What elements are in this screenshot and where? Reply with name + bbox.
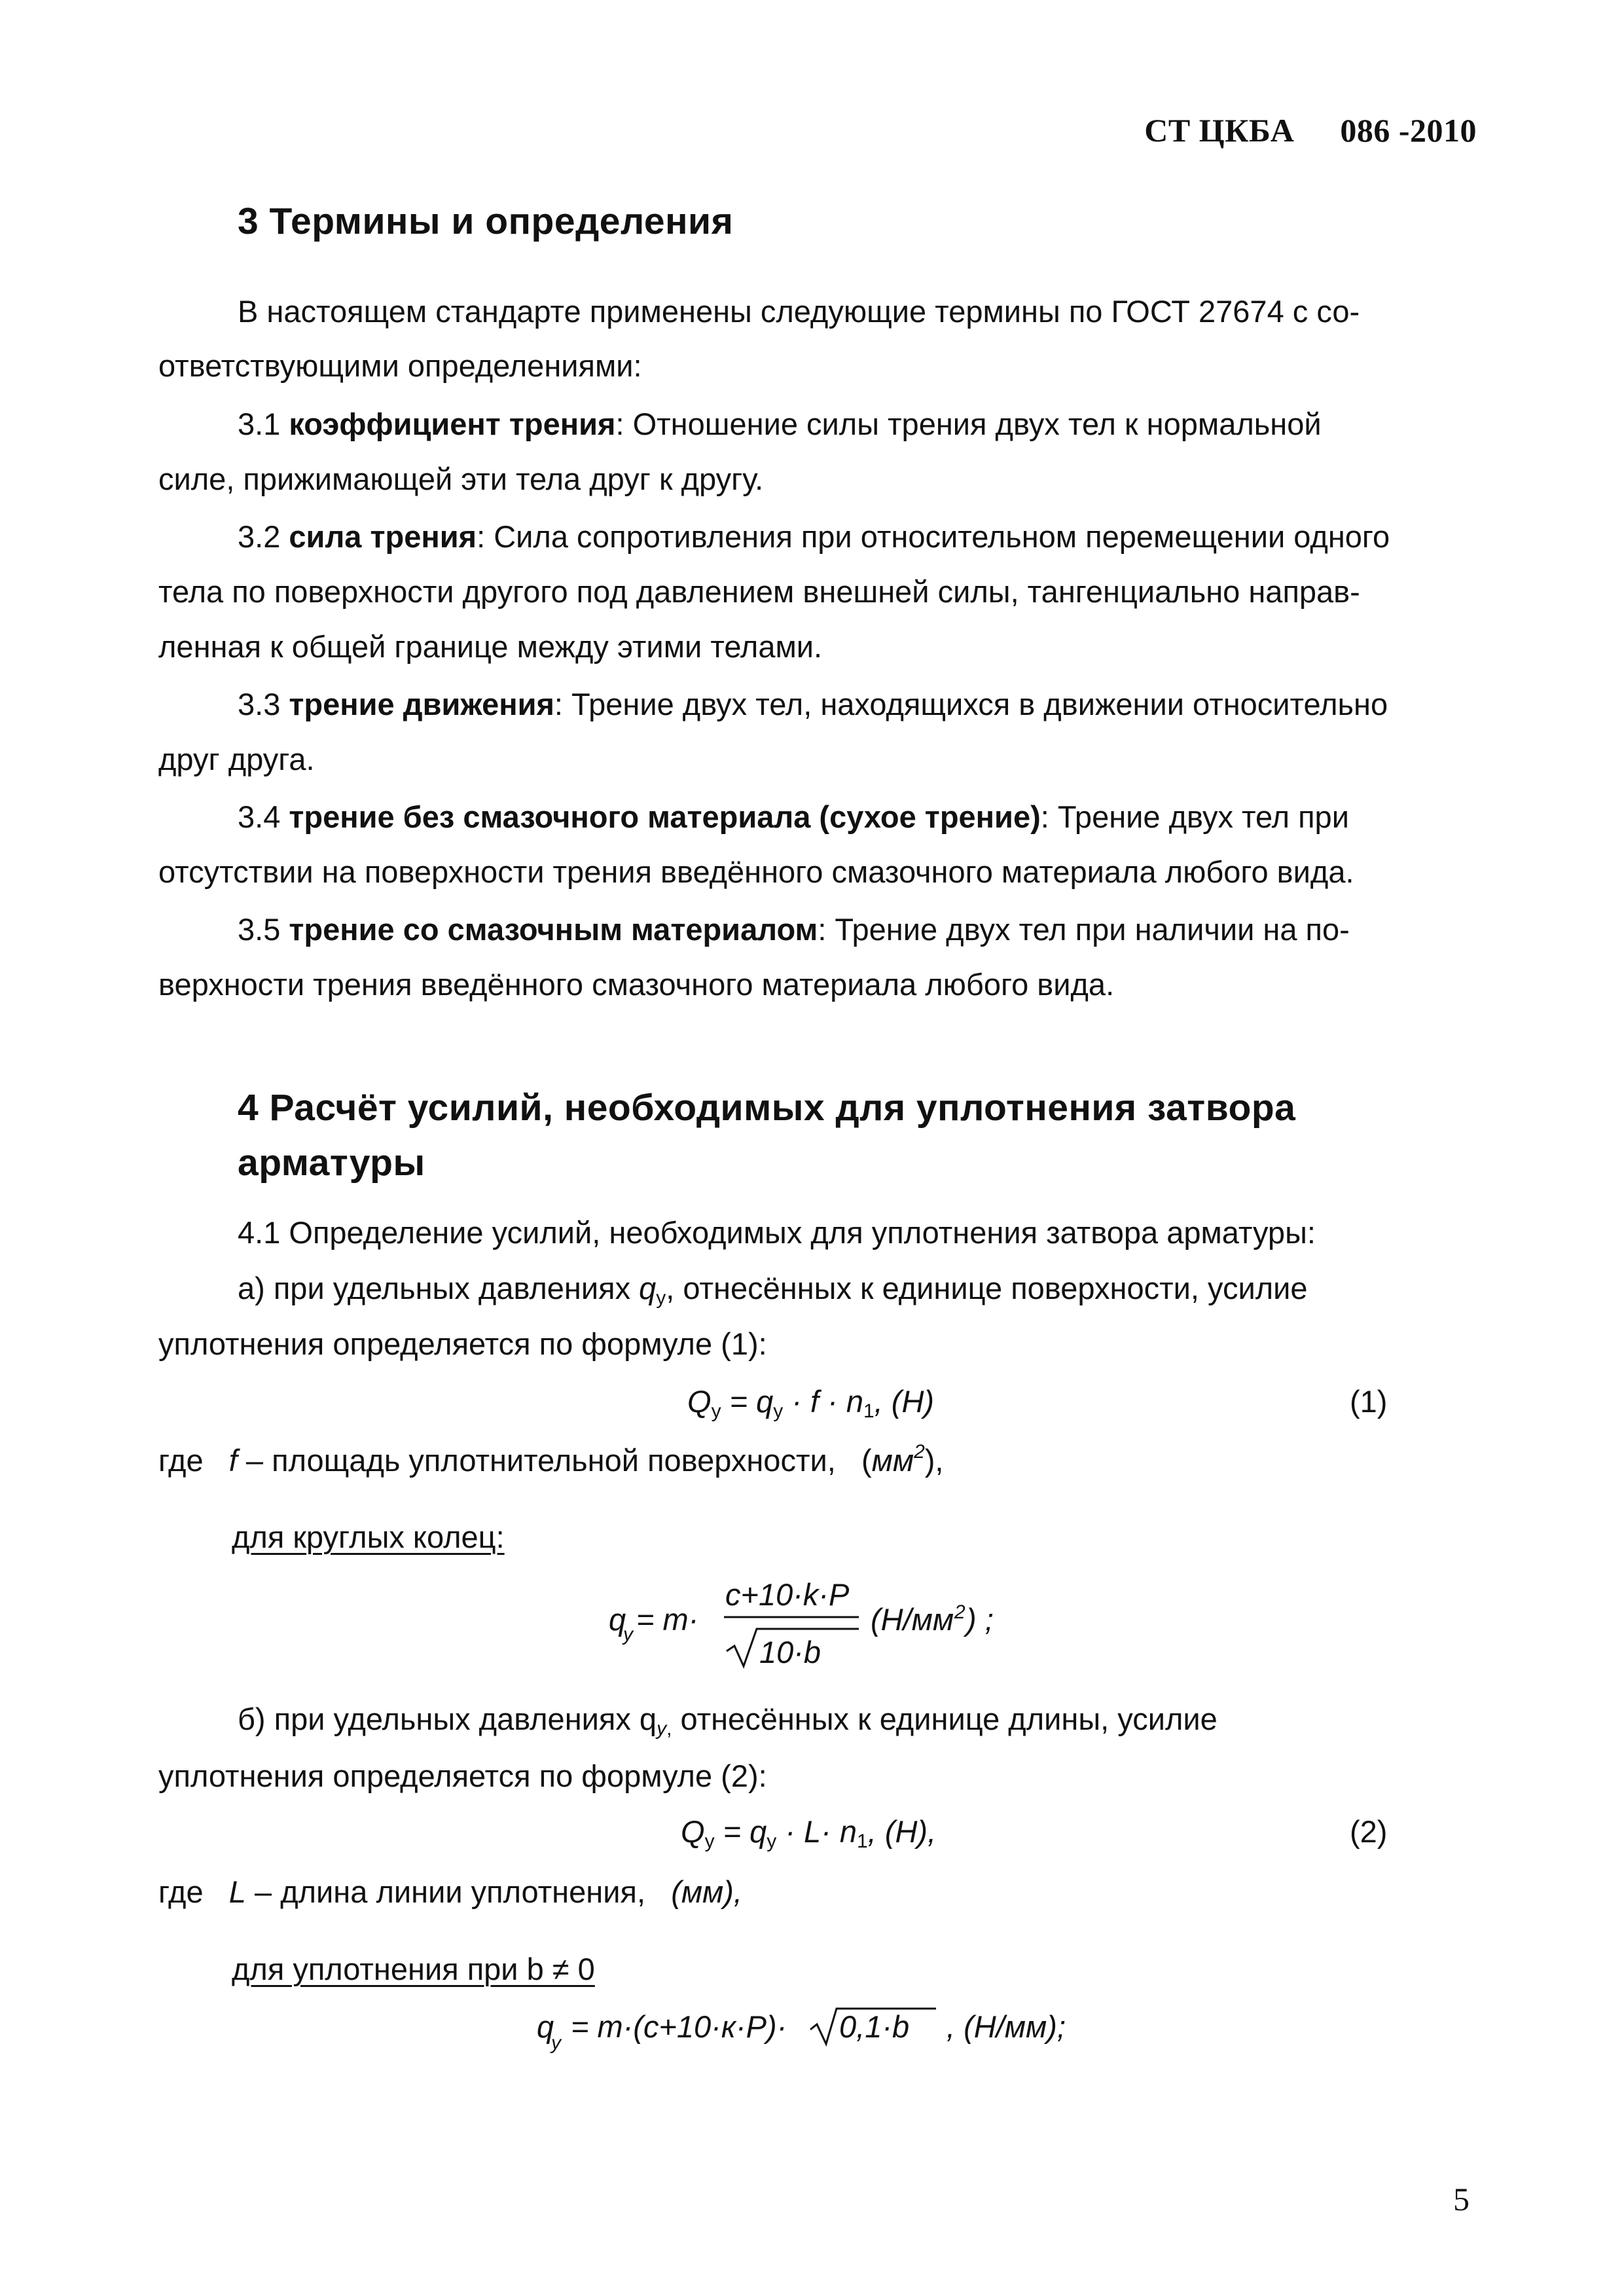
svg-text:) ;: ) ; bbox=[966, 1602, 994, 1637]
svg-text:(Н/мм: (Н/мм bbox=[871, 1602, 954, 1637]
formula-round-rings bbox=[609, 1558, 1054, 1683]
svg-text:2: 2 bbox=[954, 1601, 965, 1623]
term-name: коэффициент трения bbox=[289, 407, 616, 441]
term-name: трение без смазочного материала (сухое трение) bbox=[289, 799, 1041, 834]
seal-condition-label: для уплотнения при b ≠ 0 bbox=[232, 1952, 595, 1986]
where-l-line: где L – длина линии уплотнения, (мм), bbox=[158, 1874, 742, 1909]
formula-1-number: (1) bbox=[1350, 1384, 1388, 1419]
intro-line-1: В настоящем стандарте применены следующие термины по ГОСТ 27674 с со- bbox=[238, 294, 1360, 329]
svg-text:q: q bbox=[609, 1602, 626, 1637]
term-3-2-cont-2: ленная к общей границе между этими телами. bbox=[158, 629, 823, 664]
svg-text:10·b: 10·b bbox=[759, 1635, 821, 1669]
svg-text:= m·: = m· bbox=[636, 1602, 699, 1637]
paragraph-4-1: 4.1 Определение усилий, необходимых для уплотнения затвора арматуры: bbox=[238, 1215, 1316, 1250]
term-3-2-cont-1: тела по поверхности другого под давлением внешней силы, тангенциально направ- bbox=[158, 574, 1360, 609]
svg-text:, (H/мм);: , (H/мм); bbox=[947, 2009, 1066, 2044]
standard-code bbox=[1144, 111, 1477, 149]
svg-text:c+10·k·P: c+10·k·P bbox=[725, 1577, 850, 1612]
paragraph-b-line-2: уплотнения определяется по формуле (2): bbox=[158, 1758, 767, 1793]
term-name: трение движения bbox=[289, 687, 554, 721]
svg-text:= m·(c+10·к·P)·: = m·(c+10·к·P)· bbox=[571, 2009, 787, 2044]
term-3-3: 3.3 трение движения: Трение двух тел, находящихся в движении относительно bbox=[238, 687, 1388, 721]
svg-text:у: у bbox=[551, 2032, 561, 2054]
paragraph-a-line-2: уплотнения определяется по формуле (1): bbox=[158, 1326, 767, 1361]
svg-text:у: у bbox=[623, 1624, 633, 1645]
formula-1: $Q_у = q_у \cdot f \cdot n_1$, (H) bbox=[687, 1384, 935, 1422]
paragraph-b-line-1: б) при удельных давлениях $q_{у,}$ отнесённых к единице длины, усилие bbox=[238, 1702, 1218, 1740]
term-3-4: 3.4 трение без смазочного материала (сухое трение): Трение двух тел при bbox=[238, 799, 1349, 834]
term-3-5: 3.5 трение со смазочным материалом: Трение двух тел при наличии на по- bbox=[238, 912, 1350, 947]
term-name: сила трения bbox=[289, 519, 477, 554]
intro-line-2: ответствующими определениями: bbox=[158, 348, 642, 383]
standard-code-number: 086 -2010 bbox=[1340, 112, 1477, 149]
section-3-heading: 3 Термины и определения bbox=[238, 200, 734, 242]
page-number: 5 bbox=[1453, 2181, 1470, 2217]
term-3-2: 3.2 сила трения: Сила сопротивления при относительном перемещении одного bbox=[238, 519, 1390, 554]
term-3-1-cont: силе, прижимающей эти тела друг к другу. bbox=[158, 462, 764, 496]
where-f-line: где f – площадь уплотнительной поверхности, $(мм^2)$, bbox=[158, 1441, 944, 1478]
svg-text:q: q bbox=[537, 2009, 554, 2044]
formula-2: $Q_у = q_у \cdot L\cdot n_1$, (H), bbox=[681, 1814, 937, 1852]
paragraph-a-line-1: а) при удельных давлениях $q_у$, отнесённых к единице поверхности, усилие bbox=[238, 1271, 1308, 1309]
standard-code-label: СТ ЦКБА bbox=[1144, 112, 1295, 149]
section-4-heading-line-1: 4 Расчёт усилий, необходимых для уплотнения затвора bbox=[238, 1087, 1296, 1129]
svg-text:0,1·b: 0,1·b bbox=[839, 2009, 910, 2044]
term-3-3-cont: друг друга. bbox=[158, 742, 315, 776]
term-3-5-cont: верхности трения введённого смазочного материала любого вида. bbox=[158, 967, 1115, 1002]
section-4-heading-line-2: арматуры bbox=[238, 1142, 425, 1184]
term-3-1: 3.1 коэффициент трения: Отношение силы трения двух тел к нормальной bbox=[238, 407, 1322, 441]
term-name: трение со смазочным материалом bbox=[289, 912, 818, 947]
term-3-4-cont: отсутствии на поверхности трения введённого смазочного материала любого вида. bbox=[158, 854, 1354, 889]
formula-seal-condition bbox=[537, 1990, 1126, 2069]
round-rings-label: для круглых колец: bbox=[232, 1520, 505, 1554]
formula-2-number: (2) bbox=[1350, 1814, 1388, 1849]
